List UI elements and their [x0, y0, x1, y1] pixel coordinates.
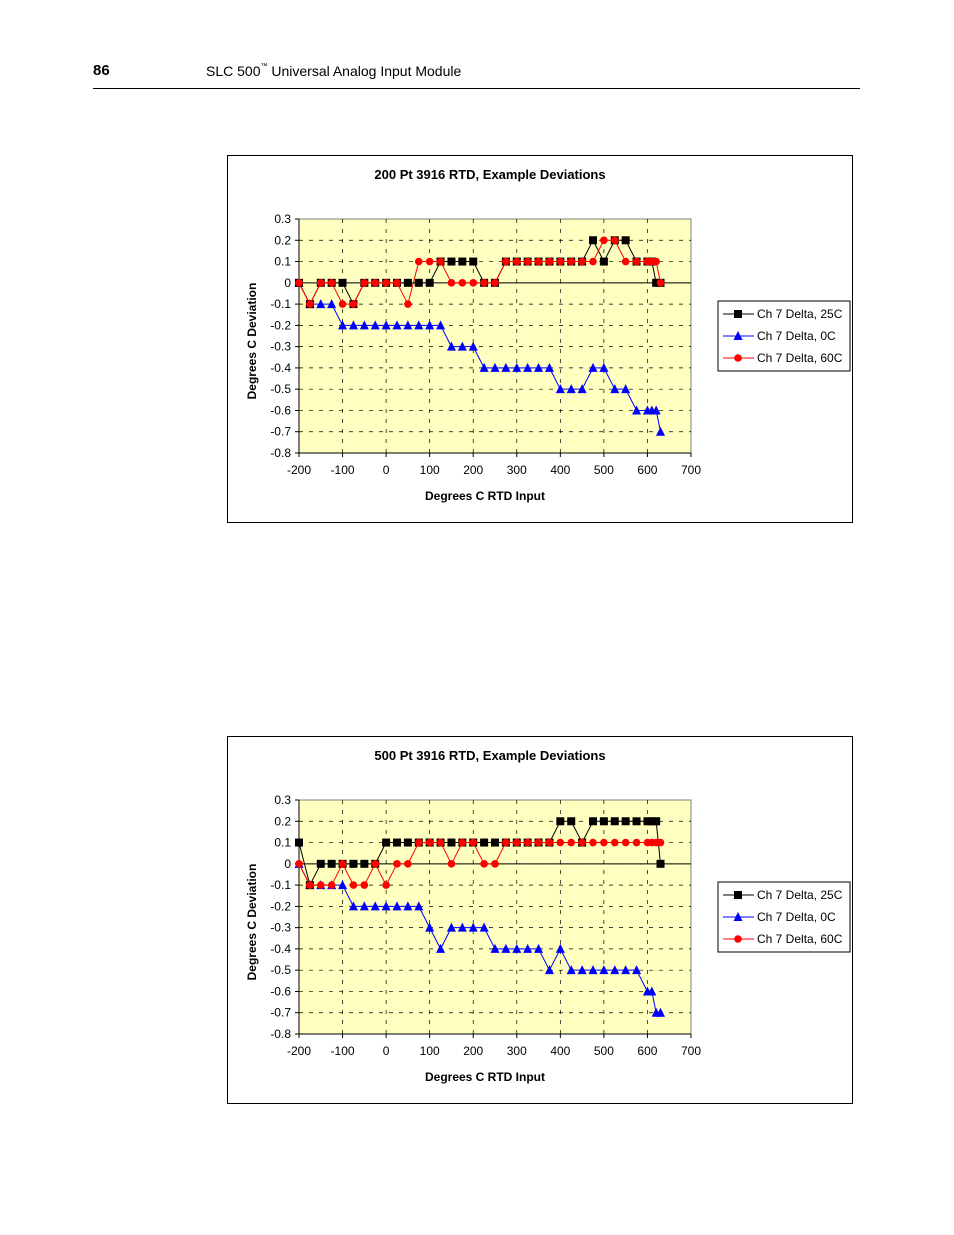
data-point-square	[600, 258, 608, 266]
data-point-square	[426, 279, 434, 287]
data-point-circle	[339, 300, 347, 308]
y-tick-label: 0.3	[274, 212, 291, 226]
data-point-circle	[524, 258, 532, 266]
data-point-circle	[404, 300, 412, 308]
data-point-circle	[657, 279, 665, 287]
chart-frame-200	[227, 155, 853, 523]
page-number: 86	[93, 62, 110, 79]
data-point-square	[349, 860, 357, 868]
data-point-circle	[546, 258, 554, 266]
data-point-circle	[306, 300, 314, 308]
y-tick-label: 0.2	[274, 814, 291, 829]
data-point-circle	[404, 860, 412, 868]
chart-title: 500 Pt 3916 RTD, Example Deviations	[374, 748, 606, 763]
data-point-circle	[513, 839, 521, 847]
data-point-circle	[622, 258, 630, 266]
chart-frame-500	[227, 736, 853, 1104]
data-point-circle	[448, 279, 456, 287]
y-tick-label: 0.2	[274, 233, 291, 248]
y-tick-label: 0	[284, 275, 291, 290]
data-point-circle	[567, 258, 575, 266]
data-point-circle	[567, 839, 575, 847]
data-point-circle	[734, 354, 742, 362]
data-point-square	[317, 860, 325, 868]
data-point-circle	[415, 839, 423, 847]
data-point-square	[622, 236, 630, 244]
x-tick-label: 400	[550, 1044, 571, 1058]
data-point-square	[469, 258, 477, 266]
data-point-square	[480, 839, 488, 847]
data-point-circle	[524, 839, 532, 847]
x-tick-label: 400	[550, 463, 571, 477]
chart-svg	[228, 156, 854, 524]
data-point-circle	[459, 839, 467, 847]
y-tick-label: -0.2	[270, 899, 291, 914]
data-point-circle	[611, 236, 619, 244]
x-tick-label: 100	[419, 463, 440, 477]
x-tick-label: 100	[419, 1044, 440, 1058]
data-point-square	[652, 817, 660, 825]
data-point-circle	[578, 839, 586, 847]
x-tick-label: 600	[637, 1044, 658, 1058]
data-point-square	[556, 817, 564, 825]
data-point-square	[339, 279, 347, 287]
data-point-square	[382, 839, 390, 847]
data-point-square	[734, 310, 742, 318]
data-point-circle	[491, 279, 499, 287]
data-point-circle	[350, 300, 358, 308]
data-point-circle	[361, 279, 369, 287]
data-point-square	[404, 279, 412, 287]
data-point-circle	[611, 839, 619, 847]
data-point-square	[458, 258, 466, 266]
y-tick-label: -0.6	[270, 984, 291, 999]
data-point-square	[657, 860, 665, 868]
data-point-circle	[557, 258, 565, 266]
data-point-circle	[513, 258, 521, 266]
data-point-circle	[491, 860, 499, 868]
data-point-circle	[328, 279, 336, 287]
data-point-circle	[371, 860, 379, 868]
data-point-circle	[600, 236, 608, 244]
data-point-circle	[317, 881, 325, 889]
y-tick-label: -0.1	[270, 878, 291, 893]
plot-area	[299, 800, 691, 1034]
legend-label: Ch 7 Delta, 60C	[757, 932, 843, 946]
data-point-circle	[557, 839, 565, 847]
data-point-circle	[306, 881, 314, 889]
data-point-circle	[535, 839, 543, 847]
data-point-circle	[382, 279, 390, 287]
data-point-circle	[502, 839, 510, 847]
data-point-circle	[317, 279, 325, 287]
data-point-square	[734, 891, 742, 899]
data-point-square	[447, 258, 455, 266]
page-header	[93, 62, 860, 89]
data-point-square	[415, 279, 423, 287]
data-point-square	[360, 860, 368, 868]
data-point-circle	[546, 839, 554, 847]
data-point-square	[622, 817, 630, 825]
data-point-circle	[437, 839, 445, 847]
data-point-circle	[589, 258, 597, 266]
data-point-circle	[350, 881, 358, 889]
data-point-circle	[371, 279, 379, 287]
y-tick-label: -0.7	[270, 1005, 291, 1020]
data-point-square	[447, 839, 455, 847]
data-point-circle	[734, 935, 742, 943]
y-tick-label: -0.1	[270, 297, 291, 312]
y-tick-label: 0.1	[274, 835, 291, 850]
y-axis-label: Degrees C Deviation	[245, 282, 259, 400]
data-point-square	[491, 839, 499, 847]
y-tick-label: -0.2	[270, 318, 291, 333]
data-point-circle	[633, 839, 641, 847]
x-tick-label: -200	[286, 463, 312, 477]
data-point-square	[393, 839, 401, 847]
x-tick-label: 0	[382, 463, 390, 477]
data-point-circle	[295, 279, 303, 287]
data-point-circle	[633, 258, 641, 266]
data-point-square	[600, 817, 608, 825]
data-point-square	[589, 236, 597, 244]
y-tick-label: -0.3	[270, 339, 291, 354]
data-point-circle	[578, 258, 586, 266]
x-tick-label: -100	[330, 1044, 355, 1058]
data-point-square	[633, 817, 641, 825]
data-point-square	[589, 817, 597, 825]
y-tick-label: -0.7	[270, 424, 291, 439]
x-tick-label: 700	[680, 463, 702, 477]
x-tick-label: 200	[463, 463, 484, 477]
page-heading	[206, 63, 461, 79]
data-point-circle	[652, 258, 660, 266]
data-point-circle	[657, 839, 665, 847]
legend	[718, 882, 850, 952]
data-point-square	[295, 839, 303, 847]
data-point-circle	[295, 860, 303, 868]
x-axis-label: Degrees C RTD Input	[424, 489, 546, 503]
data-point-circle	[361, 881, 369, 889]
x-tick-label: 300	[506, 1044, 527, 1058]
data-point-circle	[393, 279, 401, 287]
y-tick-label: -0.8	[270, 1027, 291, 1041]
data-point-circle	[469, 839, 477, 847]
y-tick-label: -0.4	[270, 360, 291, 375]
data-point-circle	[502, 258, 510, 266]
data-point-circle	[382, 881, 390, 889]
legend-label: Ch 7 Delta, 0C	[757, 329, 836, 343]
y-tick-label: 0	[284, 856, 291, 871]
data-point-circle	[480, 279, 488, 287]
y-tick-label: -0.5	[270, 963, 291, 978]
data-point-circle	[459, 279, 467, 287]
x-tick-label: 0	[382, 1044, 390, 1058]
x-tick-label: 600	[637, 463, 658, 477]
data-point-circle	[480, 860, 488, 868]
data-point-circle	[393, 860, 401, 868]
y-tick-label: 0.3	[274, 793, 291, 807]
y-tick-label: -0.8	[270, 446, 291, 460]
y-axis-label: Degrees C Deviation	[245, 863, 259, 981]
x-tick-label: 300	[506, 463, 527, 477]
page-heading-rest: Universal Analog Input Module	[267, 63, 462, 79]
x-tick-label: 500	[593, 1044, 614, 1058]
page-heading-main: SLC 500	[206, 63, 261, 79]
data-point-circle	[415, 258, 423, 266]
data-point-square	[567, 817, 575, 825]
data-point-circle	[339, 860, 347, 868]
x-tick-label: 700	[680, 1044, 702, 1058]
chart-svg	[228, 737, 854, 1105]
data-point-square	[404, 839, 412, 847]
y-tick-label: -0.4	[270, 941, 291, 956]
data-point-circle	[622, 839, 630, 847]
y-tick-label: -0.3	[270, 920, 291, 935]
chart-title: 200 Pt 3916 RTD, Example Deviations	[374, 167, 606, 182]
data-point-circle	[328, 881, 336, 889]
legend-label: Ch 7 Delta, 25C	[757, 307, 843, 321]
data-point-circle	[535, 258, 543, 266]
x-tick-label: 200	[463, 1044, 484, 1058]
data-point-circle	[437, 258, 445, 266]
y-tick-label: -0.5	[270, 382, 291, 397]
trademark-mark: ™	[260, 63, 268, 70]
data-point-circle	[589, 839, 597, 847]
y-tick-label: -0.6	[270, 403, 291, 418]
legend-label: Ch 7 Delta, 0C	[757, 910, 836, 924]
legend-label: Ch 7 Delta, 60C	[757, 351, 843, 365]
x-axis-label: Degrees C RTD Input	[424, 1070, 546, 1084]
x-tick-label: -200	[286, 1044, 312, 1058]
data-point-square	[328, 860, 336, 868]
x-tick-label: 500	[593, 463, 614, 477]
data-point-circle	[426, 258, 434, 266]
data-point-square	[611, 817, 619, 825]
data-point-circle	[448, 860, 456, 868]
y-tick-label: 0.1	[274, 254, 291, 269]
data-point-circle	[600, 839, 608, 847]
data-point-circle	[426, 839, 434, 847]
data-point-circle	[469, 279, 477, 287]
x-tick-label: -100	[330, 463, 355, 477]
legend-label: Ch 7 Delta, 25C	[757, 888, 843, 902]
legend	[718, 301, 850, 371]
